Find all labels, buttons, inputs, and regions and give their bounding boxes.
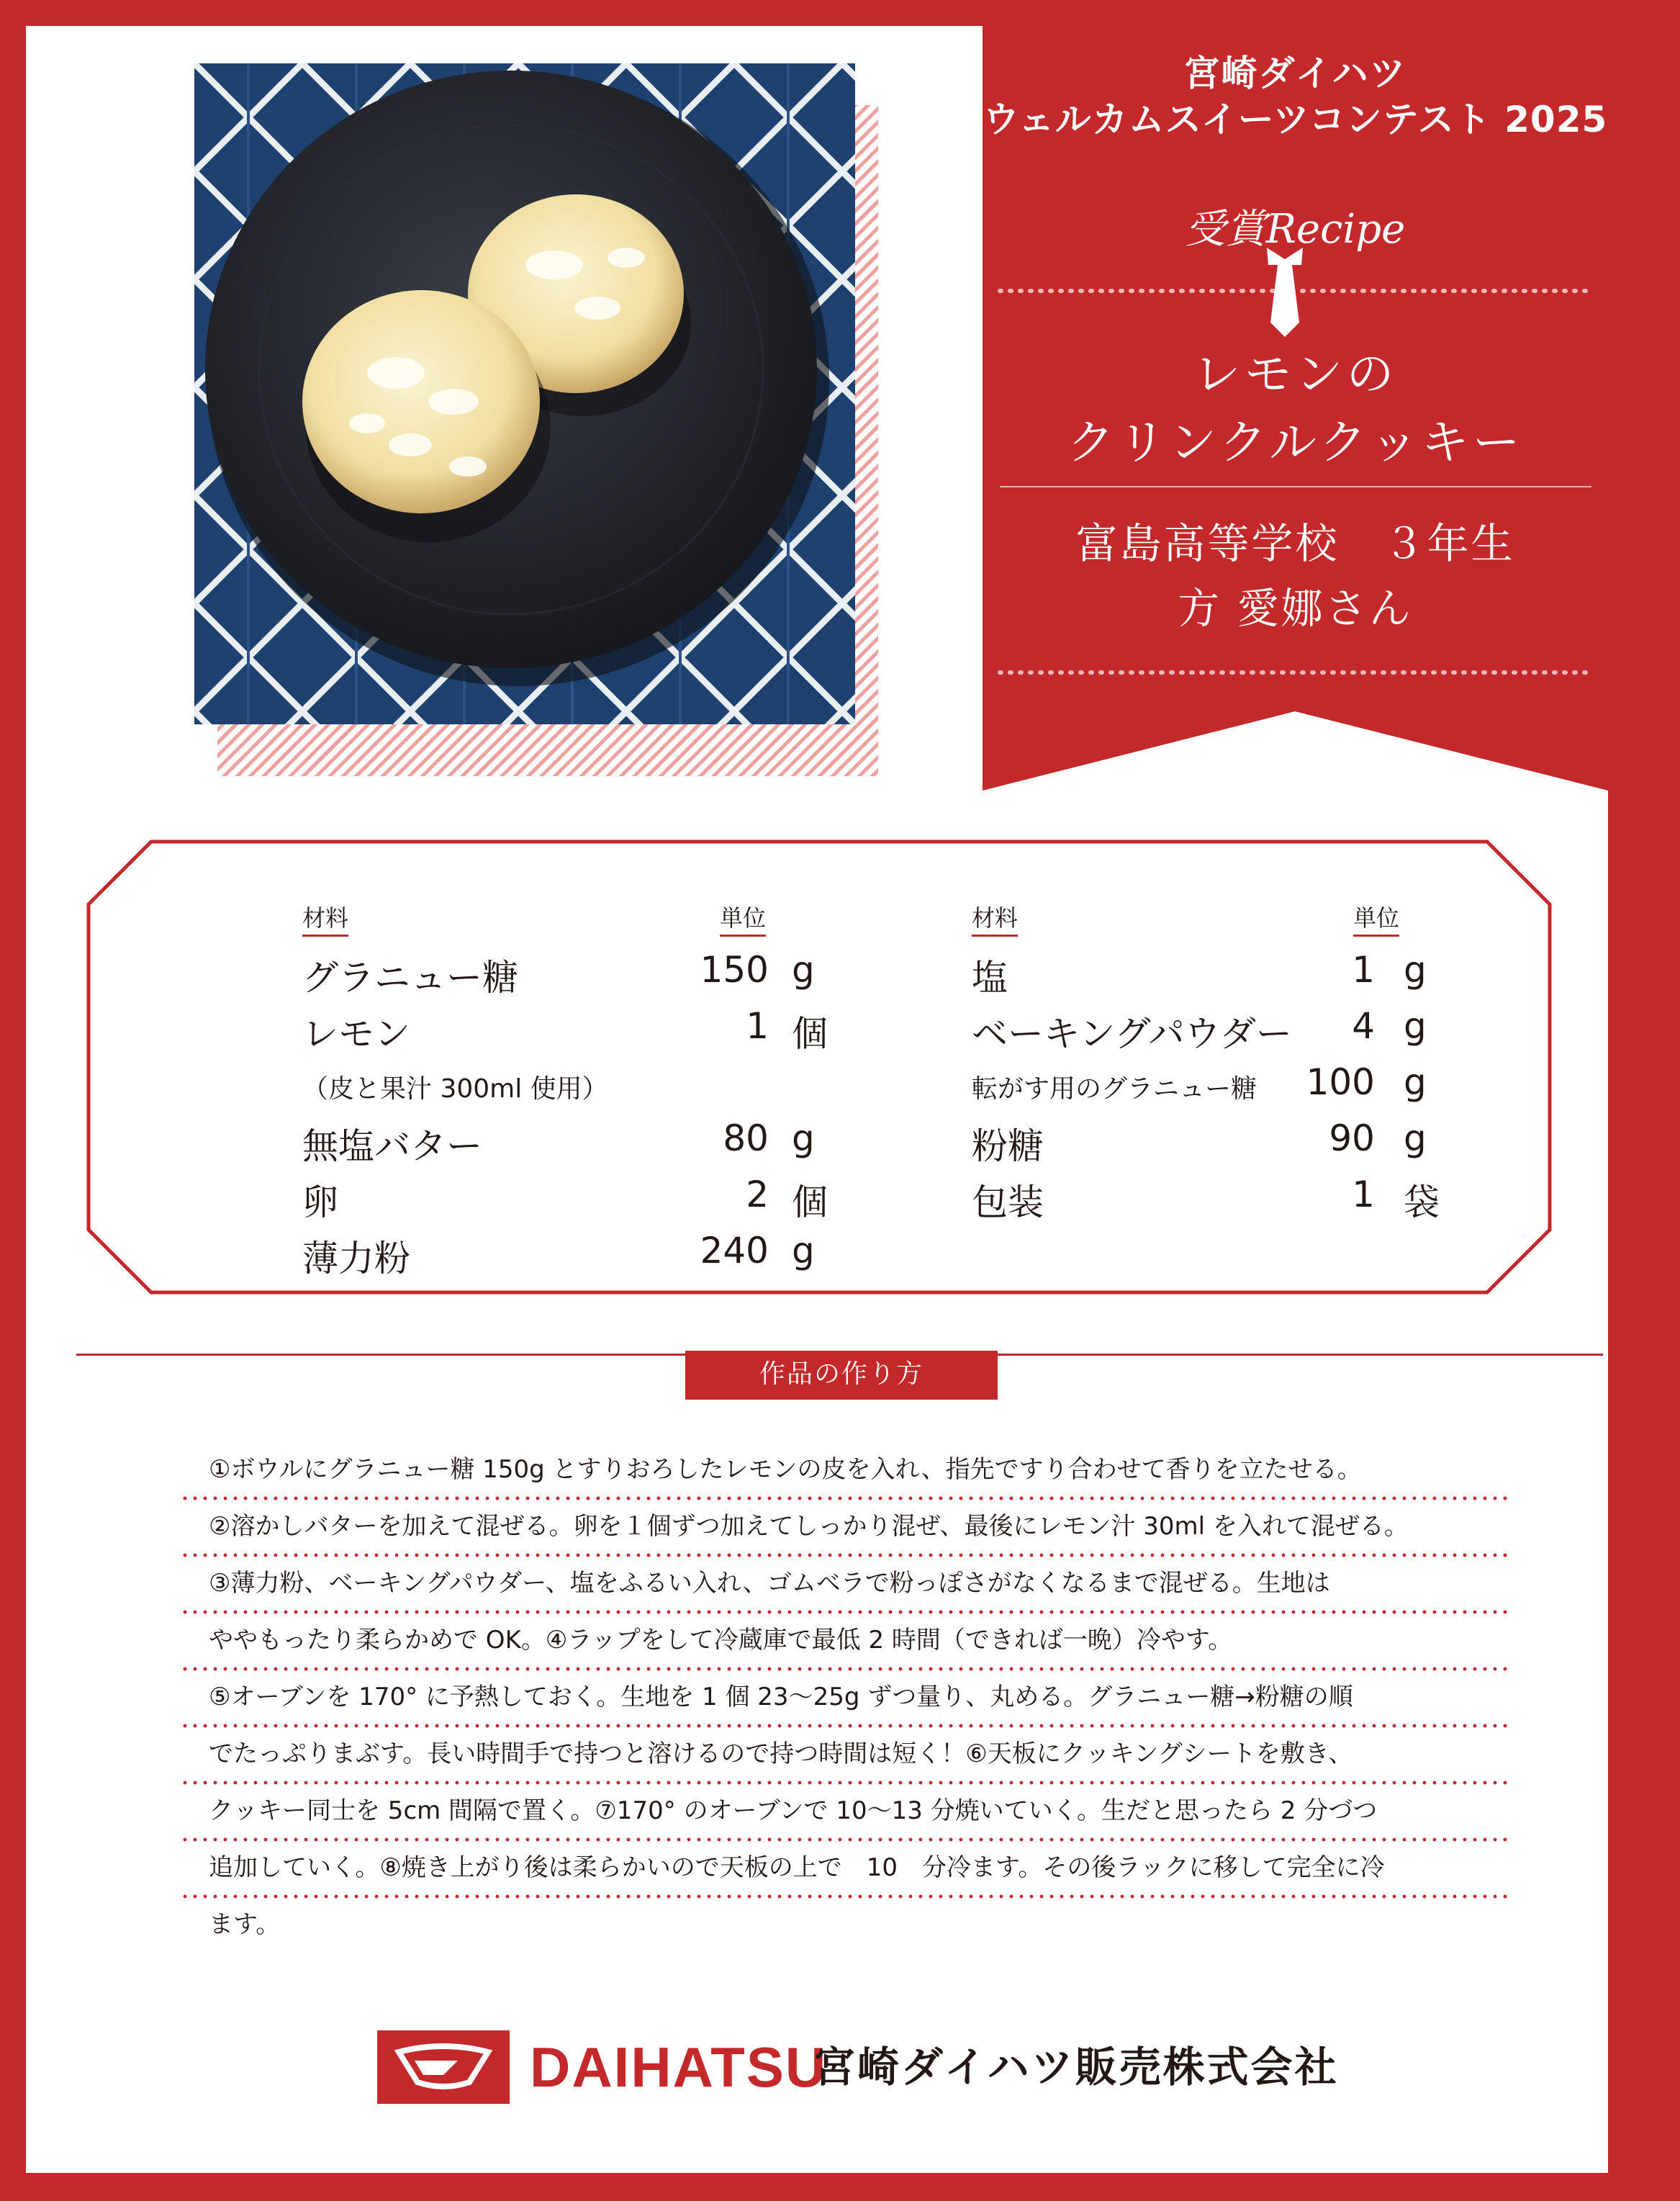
ingredient-quantity: 150 xyxy=(700,949,769,991)
method-line-text: ①ボウルにグラニュー糖 150g とすりおろしたレモンの皮を入れ、指先ですり合わせて香りを立たせる。 xyxy=(209,1455,1362,1484)
ingredient-name: 薄力粉 xyxy=(302,1238,410,1279)
ingredient-unit: g xyxy=(1404,1117,1427,1159)
ingredient-name: 塩 xyxy=(972,957,1008,999)
ingredient-name: レモン xyxy=(302,1013,410,1055)
ingredient-quantity: 4 xyxy=(1352,1005,1375,1047)
ingredient-quantity: 1 xyxy=(746,1005,769,1047)
banner-divider xyxy=(1000,486,1591,487)
ingredient-quantity: 90 xyxy=(1329,1117,1375,1159)
ingredient-quantity: 1 xyxy=(1352,949,1375,991)
ingredient-row xyxy=(302,949,878,999)
ingredient-row xyxy=(972,1061,1548,1112)
ingredient-unit: g xyxy=(1404,949,1427,991)
ingredient-unit: 個 xyxy=(792,1013,828,1055)
ingredient-quantity: 2 xyxy=(746,1174,769,1215)
method-steps xyxy=(180,1446,1512,1958)
daihatsu-logo-icon xyxy=(377,2030,510,2104)
method-line xyxy=(180,1559,1512,1616)
ingredient-name: 粉糖 xyxy=(972,1125,1044,1167)
ingredient-row xyxy=(302,1005,878,1056)
company-name: 宮崎ダイハツ販売株式会社 xyxy=(813,2043,1339,2092)
award-label: 受賞Recipe xyxy=(1185,206,1406,253)
method-line xyxy=(180,1673,1512,1730)
ingredient-quantity: 240 xyxy=(700,1230,769,1271)
method-line xyxy=(180,1901,1512,1958)
cookie-photo xyxy=(194,63,855,724)
method-line xyxy=(180,1730,1512,1787)
method-line-text: ⑤オーブンを 170° に予熱しておく。生地を 1 個 23〜25g ずつ量り、丸める。グラニュー糖→粉糖の順 xyxy=(209,1683,1353,1711)
ingredient-name: 包装 xyxy=(972,1181,1044,1223)
ingredient-row xyxy=(302,1061,878,1112)
recipe-sheet xyxy=(26,26,1608,2173)
ingredient-name: ベーキングパウダー xyxy=(972,1013,1292,1055)
ingredient-name: 転がす用のグラニュー糖 xyxy=(972,1074,1257,1104)
title-banner xyxy=(983,26,1608,791)
ingredient-unit: 袋 xyxy=(1404,1181,1440,1223)
school-name: 富島高等学校 ３年生 xyxy=(1075,519,1515,568)
brand-name: DAIHATSU xyxy=(530,2035,828,2099)
method-line-text: ややもったり柔らかめで OK。④ラップをして冷蔵庫で最低 2 時間（できれば一晩）冷やす。 xyxy=(209,1626,1233,1655)
ingredient-name: （皮と果汁 300ml 使用） xyxy=(302,1074,608,1104)
ingredient-unit: g xyxy=(792,1230,815,1271)
method-line-text: クッキー同士を 5cm 間隔で置く。⑦170° のオーブンで 10〜13 分焼いていく。生だと思ったら 2 分づつ xyxy=(209,1796,1378,1825)
sponsor-name: 宮崎ダイハツ xyxy=(1183,53,1407,94)
method-line xyxy=(180,1616,1512,1673)
ingredient-row xyxy=(972,949,1548,999)
unit-header: 単位 xyxy=(720,900,766,933)
method-line xyxy=(180,1446,1512,1503)
ingredient-quantity: 80 xyxy=(723,1117,769,1159)
method-line xyxy=(180,1503,1512,1559)
method-line xyxy=(180,1787,1512,1844)
ingredient-row xyxy=(302,1174,878,1224)
recipe-title-line1: レモンの xyxy=(1193,346,1398,402)
ingredient-row xyxy=(972,1117,1548,1168)
ingredient-name: グラニュー糖 xyxy=(302,957,518,999)
method-line-text: 追加していく。⑧焼き上がり後は柔らかいので天板の上で 10 分冷ます。その後ラックに移して完全に冷 xyxy=(209,1853,1385,1882)
ingredient-quantity: 100 xyxy=(1306,1061,1375,1103)
unit-header: 単位 xyxy=(1353,900,1399,933)
recipe-title-line2: クリンクルクッキー xyxy=(1067,415,1524,470)
ingredients-box xyxy=(86,840,1552,1295)
ingredient-quantity: 1 xyxy=(1352,1174,1375,1215)
ingredient-row xyxy=(972,1005,1548,1056)
ingredient-row xyxy=(302,1230,878,1280)
ingredient-unit: g xyxy=(1404,1061,1427,1103)
ingredient-name: 無塩バター xyxy=(302,1125,482,1167)
ingredient-unit: g xyxy=(792,1117,815,1159)
ingredient-row xyxy=(972,1174,1548,1224)
material-header: 材料 xyxy=(972,900,1018,933)
method-heading: 作品の作り方 xyxy=(685,1351,998,1400)
ingredient-name: 卵 xyxy=(302,1181,338,1223)
author-name: 方 愛娜さん xyxy=(1178,584,1413,633)
ingredient-row xyxy=(302,1117,878,1168)
method-line-text: ②溶かしバターを加えて混ぜる。卵を１個ずつ加えてしっかり混ぜ、最後にレモン汁 30ml を入れて混ぜる。 xyxy=(209,1512,1409,1541)
method-line-text: ます。 xyxy=(209,1910,281,1939)
ingredient-unit: g xyxy=(792,949,815,991)
method-line-text: ③薄力粉、ベーキングパウダー、塩をふるい入れ、ゴムベラで粉っぽさがなくなるまで混ぜる。生地は xyxy=(209,1569,1330,1598)
ingredient-unit: 個 xyxy=(792,1181,828,1223)
contest-name: ウェルカムスイーツコンテスト 2025 xyxy=(983,99,1608,140)
material-header: 材料 xyxy=(302,900,348,933)
ingredient-unit: g xyxy=(1404,1005,1427,1047)
method-line xyxy=(180,1844,1512,1901)
method-line-text: でたっぷりまぶす。長い時間手で持つと溶けるので持つ時間は短く！⑥天板にクッキングシートを敷き、 xyxy=(209,1739,1353,1768)
